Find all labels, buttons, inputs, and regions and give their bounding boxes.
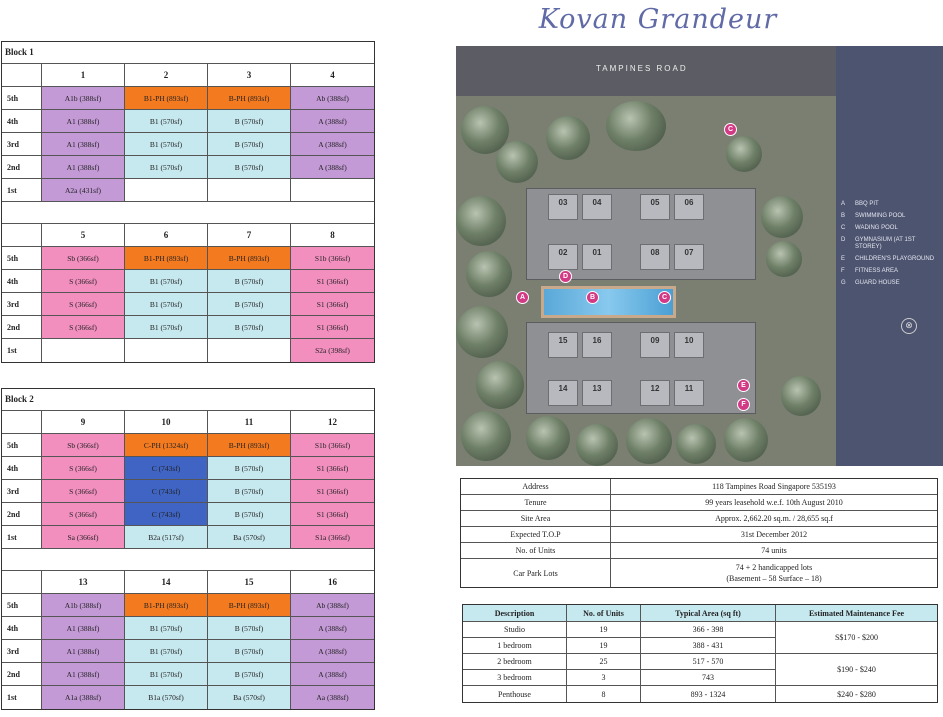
unit-cell: A (388sf) — [291, 133, 374, 156]
info-row-carpark: Car Park Lots 74 + 2 handicapped lots (Basement – 58 Surface – 18) — [461, 559, 937, 587]
floor-label: 3rd — [2, 480, 42, 503]
unit-cell: B1-PH (893sf) — [125, 87, 208, 110]
unit-cell: B1 (570sf) — [125, 156, 208, 179]
unit-cell: Ab (388sf) — [291, 594, 374, 617]
info-row-top: Expected T.O.P 31st December 2012 — [461, 527, 937, 543]
floor-label: 5th — [2, 594, 42, 617]
project-info-table — [460, 478, 938, 588]
unit-cell: A (388sf) — [291, 663, 374, 686]
maintenance-fee: $240 - $280 — [837, 689, 876, 699]
carpark-line-1: 74 + 2 handicapped lots — [735, 563, 813, 572]
maintenance-fee: S$170 - $200 — [776, 622, 937, 654]
floor-label: 5th — [2, 247, 42, 270]
info-row-units: No. of Units 74 units — [461, 543, 937, 559]
legend-row: E CHILDREN'S PLAYGROUND — [841, 256, 935, 262]
marker-a: A — [516, 291, 529, 304]
unit-cell: S (366sf) — [42, 293, 125, 316]
unit-label: 04 — [582, 194, 612, 220]
unit-cell: B1 (570sf) — [125, 617, 208, 640]
stack-header: 13 — [42, 571, 125, 594]
unit-cell: Aa (388sf) — [291, 686, 374, 709]
unit-cell: S (366sf) — [42, 270, 125, 293]
tree-icon — [766, 241, 802, 277]
unit-cell: A1 (388sf) — [42, 110, 125, 133]
unit-cell: C-PH (1324sf) — [125, 434, 208, 457]
compass-icon: ⊗ — [901, 318, 917, 334]
empty-cell — [208, 179, 291, 202]
block-1-group-a — [2, 64, 374, 202]
group-spacer — [2, 549, 374, 571]
unit-area: 893 - 1324 — [641, 686, 776, 702]
tree-icon — [626, 418, 672, 464]
unit-cell: A (388sf) — [291, 110, 374, 133]
unit-cell: C (743sf) — [125, 457, 208, 480]
unit-cell: S1b (366sf) — [291, 247, 374, 270]
unit-cell: B (570sf) — [208, 640, 291, 663]
unit-label: 14 — [548, 380, 578, 406]
block-title: Block 2 — [2, 389, 374, 411]
unit-cell: S1b (366sf) — [291, 434, 374, 457]
unit-cell: B-PH (893sf) — [208, 594, 291, 617]
unit-cell: A1b (388sf) — [42, 594, 125, 617]
floor-label: 1st — [2, 686, 42, 709]
marker-b: B — [586, 291, 599, 304]
floor-label: 5th — [2, 87, 42, 110]
unit-cell: Ab (388sf) — [291, 87, 374, 110]
empty-cell — [208, 339, 291, 362]
unit-cell: A1 (388sf) — [42, 663, 125, 686]
unit-desc: 1 bedroom — [463, 638, 567, 654]
unit-cell: B (570sf) — [208, 457, 291, 480]
unit-cell: S (366sf) — [42, 503, 125, 526]
info-row-site-area: Site Area Approx. 2,662.20 sq.m. / 28,655 sq.f — [461, 511, 937, 527]
marker-c-2: C — [724, 123, 737, 136]
legend-row: C WADING POOL — [841, 225, 898, 231]
unit-cell: B1 (570sf) — [125, 640, 208, 663]
unit-cell: A1 (388sf) — [42, 133, 125, 156]
tree-icon — [456, 196, 506, 246]
empty-cell — [42, 339, 125, 362]
stack-header: 12 — [291, 411, 374, 434]
unit-label: 03 — [548, 194, 578, 220]
block-1-group-b — [2, 224, 374, 362]
info-row-address: Address 118 Tampines Road Singapore 535193 — [461, 479, 937, 495]
unit-cell: B1 (570sf) — [125, 663, 208, 686]
unit-cell: B1-PH (893sf) — [125, 247, 208, 270]
unit-label: 16 — [582, 332, 612, 358]
swimming-pool — [541, 286, 676, 318]
unit-cell: A (388sf) — [291, 617, 374, 640]
unit-cell: S1 (366sf) — [291, 457, 374, 480]
unit-cell: B-PH (893sf) — [208, 247, 291, 270]
floor-label: 3rd — [2, 133, 42, 156]
unit-label: 01 — [582, 244, 612, 270]
tree-icon — [761, 196, 803, 238]
project-logo: Kovan Grandeur — [538, 4, 778, 35]
floor-label: 5th — [2, 434, 42, 457]
floor-label: 4th — [2, 457, 42, 480]
unit-area: 388 - 431 — [641, 638, 776, 654]
floor-label: 2nd — [2, 156, 42, 179]
floor-label: 2nd — [2, 316, 42, 339]
unit-area: 366 - 398 — [641, 622, 776, 638]
unit-label: 10 — [674, 332, 704, 358]
stack-header: 2 — [125, 64, 208, 87]
unit-label: 12 — [640, 380, 670, 406]
unit-cell: B (570sf) — [208, 156, 291, 179]
empty-cell — [125, 339, 208, 362]
legend-row: F FITNESS AREA — [841, 268, 899, 274]
unit-count: 19 — [567, 622, 641, 638]
unit-cell: B-PH (893sf) — [208, 434, 291, 457]
stack-header: 5 — [42, 224, 125, 247]
floor-label: 2nd — [2, 503, 42, 526]
unit-label: 11 — [674, 380, 704, 406]
maintenance-fee: $190 - $240 — [776, 654, 937, 686]
unit-cell: Ba (570sf) — [208, 526, 291, 549]
unit-cell: Ba (570sf) — [208, 686, 291, 709]
block-title: Block 1 — [2, 42, 374, 64]
floor-label: 1st — [2, 179, 42, 202]
site-plan — [456, 46, 943, 466]
unit-label: 13 — [582, 380, 612, 406]
stack-header: 9 — [42, 411, 125, 434]
column-header: Estimated Maintenance Fee — [776, 605, 937, 622]
tree-icon — [724, 418, 768, 462]
tree-icon — [606, 101, 666, 151]
empty-cell — [291, 179, 374, 202]
unit-cell: B (570sf) — [208, 293, 291, 316]
stack-header: 16 — [291, 571, 374, 594]
unit-cell: A (388sf) — [291, 156, 374, 179]
unit-cell: Sb (366sf) — [42, 247, 125, 270]
unit-desc: Studio — [463, 622, 567, 638]
unit-count: 25 — [567, 654, 641, 670]
group-spacer — [2, 202, 374, 224]
unit-cell: Sb (366sf) — [42, 434, 125, 457]
tree-icon — [781, 376, 821, 416]
unit-label: 08 — [640, 244, 670, 270]
stack-header: 14 — [125, 571, 208, 594]
unit-cell: A1 (388sf) — [42, 156, 125, 179]
unit-cell: A (388sf) — [291, 640, 374, 663]
floor-label: 3rd — [2, 640, 42, 663]
unit-label: 07 — [674, 244, 704, 270]
carpark-line-2: (Basement – 58 Surface – 18) — [726, 574, 822, 583]
unit-count: 19 — [567, 638, 641, 654]
site-legend — [841, 201, 941, 292]
unit-cell: S (366sf) — [42, 316, 125, 339]
tree-icon — [476, 361, 524, 409]
unit-cell: B1-PH (893sf) — [125, 594, 208, 617]
tree-icon — [546, 116, 590, 160]
tree-icon — [456, 306, 508, 358]
unit-cell: B2a (517sf) — [125, 526, 208, 549]
stack-header: 11 — [208, 411, 291, 434]
floor-label: 4th — [2, 270, 42, 293]
unit-desc: Penthouse — [463, 686, 567, 702]
unit-cell: C (743sf) — [125, 480, 208, 503]
unit-cell: B (570sf) — [208, 270, 291, 293]
unit-cell: S1 (366sf) — [291, 316, 374, 339]
unit-cell: B (570sf) — [208, 316, 291, 339]
block-1-table — [1, 41, 375, 363]
marker-e: E — [737, 379, 750, 392]
stack-header: 6 — [125, 224, 208, 247]
unit-count: 3 — [567, 670, 641, 686]
corner-cell — [2, 64, 42, 87]
unit-cell: B (570sf) — [208, 480, 291, 503]
unit-cell: S1 (366sf) — [291, 480, 374, 503]
unit-cell: B1a (570sf) — [125, 686, 208, 709]
unit-cell: S2a (398sf) — [291, 339, 374, 362]
block-2-table — [1, 388, 375, 710]
tree-icon — [526, 416, 570, 460]
tree-icon — [726, 136, 762, 172]
unit-cell: Sa (366sf) — [42, 526, 125, 549]
unit-desc: 2 bedroom — [463, 654, 567, 670]
tree-icon — [676, 424, 716, 464]
stack-header: 3 — [208, 64, 291, 87]
column-header: Description — [463, 605, 567, 622]
marker-f: F — [737, 398, 750, 411]
marker-c: C — [658, 291, 671, 304]
tree-icon — [496, 141, 538, 183]
legend-row: D GYMNASIUM (AT 1ST STOREY) — [841, 237, 916, 250]
unit-cell: C (743sf) — [125, 503, 208, 526]
empty-cell — [125, 179, 208, 202]
unit-cell: B (570sf) — [208, 663, 291, 686]
unit-cell: S1 (366sf) — [291, 270, 374, 293]
corner-cell — [2, 411, 42, 434]
info-row-tenure: Tenure 99 years leasehold w.e.f. 10th August 2010 — [461, 495, 937, 511]
unit-cell: S1 (366sf) — [291, 293, 374, 316]
corner-cell — [2, 224, 42, 247]
floor-label: 3rd — [2, 293, 42, 316]
block-2-group-a — [2, 411, 374, 549]
stack-header: 4 — [291, 64, 374, 87]
unit-cell: A1a (388sf) — [42, 686, 125, 709]
unit-cell: B (570sf) — [208, 617, 291, 640]
legend-row: A BBQ PIT — [841, 201, 879, 207]
floor-label: 4th — [2, 110, 42, 133]
unit-count: 8 — [567, 686, 641, 702]
road-label: TAMPINES ROAD — [596, 64, 688, 73]
marker-d: D — [559, 270, 572, 283]
unit-cell: B1 (570sf) — [125, 110, 208, 133]
unit-cell: S1a (366sf) — [291, 526, 374, 549]
unit-cell: A2a (431sf) — [42, 179, 125, 202]
unit-cell: A1b (388sf) — [42, 87, 125, 110]
unit-cell: S (366sf) — [42, 480, 125, 503]
floor-label: 1st — [2, 526, 42, 549]
stack-header: 15 — [208, 571, 291, 594]
unit-area: 743 — [641, 670, 776, 686]
unit-cell: B (570sf) — [208, 110, 291, 133]
tree-icon — [576, 424, 618, 466]
unit-label: 15 — [548, 332, 578, 358]
block-2-group-b — [2, 571, 374, 709]
stack-header: 10 — [125, 411, 208, 434]
unit-label: 06 — [674, 194, 704, 220]
unit-area: 517 - 570 — [641, 654, 776, 670]
unit-cell: B1 (570sf) — [125, 270, 208, 293]
unit-label: 02 — [548, 244, 578, 270]
unit-label: 09 — [640, 332, 670, 358]
floor-label: 2nd — [2, 663, 42, 686]
legend-row: B SWIMMING POOL — [841, 213, 906, 219]
stack-header: 1 — [42, 64, 125, 87]
tree-icon — [461, 411, 511, 461]
unit-cell: B1 (570sf) — [125, 316, 208, 339]
unit-cell: B1 (570sf) — [125, 293, 208, 316]
unit-desc: 3 bedroom — [463, 670, 567, 686]
stack-header: 7 — [208, 224, 291, 247]
unit-cell: S1 (366sf) — [291, 503, 374, 526]
unit-cell: B-PH (893sf) — [208, 87, 291, 110]
unit-label: 05 — [640, 194, 670, 220]
unit-cell: B (570sf) — [208, 133, 291, 156]
column-header: Typical Area (sq ft) — [641, 605, 776, 622]
unit-cell: S (366sf) — [42, 457, 125, 480]
unit-cell: B (570sf) — [208, 503, 291, 526]
legend-row: G GUARD HOUSE — [841, 280, 900, 286]
unit-type-table — [462, 604, 938, 703]
unit-cell: A1 (388sf) — [42, 617, 125, 640]
column-header: No. of Units — [567, 605, 641, 622]
floor-label: 1st — [2, 339, 42, 362]
floor-label: 4th — [2, 617, 42, 640]
tree-icon — [466, 251, 512, 297]
corner-cell — [2, 571, 42, 594]
unit-cell: A1 (388sf) — [42, 640, 125, 663]
stack-header: 8 — [291, 224, 374, 247]
unit-cell: B1 (570sf) — [125, 133, 208, 156]
